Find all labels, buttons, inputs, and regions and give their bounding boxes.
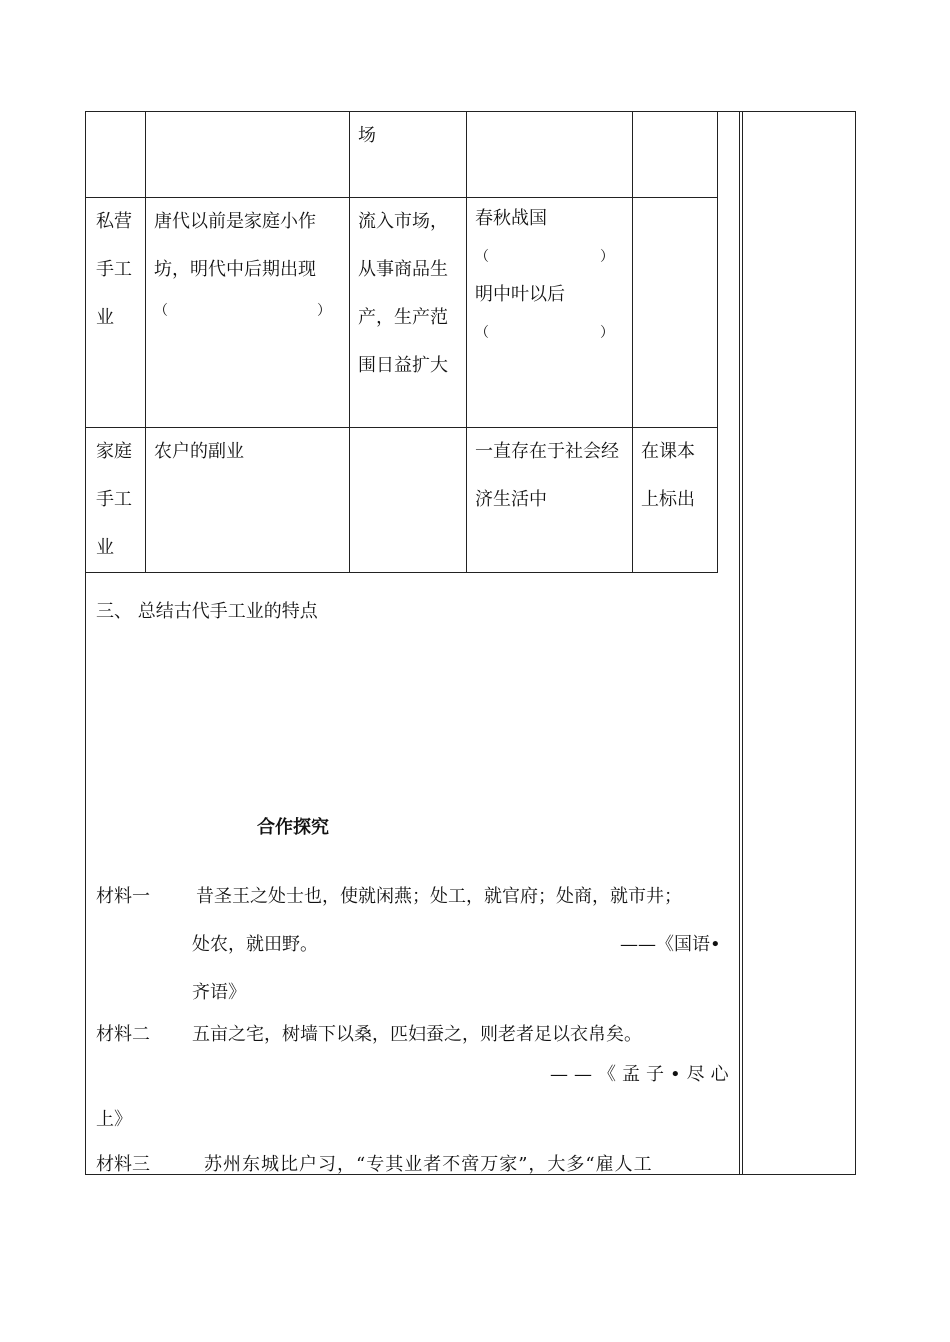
- table-cell: [146, 198, 350, 428]
- cell-text: 唐代以前是家庭小作坊，明代中后期出现: [154, 211, 316, 280]
- material-source: 齐语》: [192, 982, 246, 1003]
- table-cell: [467, 198, 633, 428]
- cell-text: 在课本上标出: [641, 441, 695, 510]
- paren-open: （: [475, 325, 489, 341]
- paren-open: （: [475, 249, 489, 265]
- table-cell: [467, 112, 633, 198]
- paren-close: ）: [600, 325, 614, 341]
- material-source: ——《国语•: [620, 934, 721, 955]
- material-source: 上》: [96, 1109, 132, 1130]
- material-text: 昔圣王之处士也，使就闲燕；处工，就官府；处商，就市井；: [196, 886, 682, 907]
- cell-text: 家庭手工业: [96, 441, 132, 558]
- fill-in-blank[interactable]: [475, 240, 624, 274]
- table-cell: [633, 428, 718, 573]
- table-cell: [350, 198, 467, 428]
- material-label: 材料一: [96, 886, 150, 907]
- row-header-household: [86, 428, 146, 573]
- material-text: 五亩之宅，树墙下以桑，匹妇蚕之，则老者足以衣帛矣。: [192, 1024, 642, 1045]
- paren-close: ）: [600, 249, 614, 265]
- table-cell: [350, 112, 467, 198]
- paren-open: （: [154, 303, 168, 319]
- table-cell: [146, 428, 350, 573]
- table-cell: [467, 428, 633, 573]
- row-header-private: [86, 198, 146, 428]
- column-divider: [742, 111, 743, 1175]
- cell-text: 私营手工业: [96, 211, 132, 328]
- table-row: [86, 112, 718, 198]
- column-divider: [739, 111, 740, 1175]
- cell-text: 一直存在于社会经济生活中: [475, 441, 619, 510]
- material-text: 处农，就田野。: [192, 934, 318, 955]
- fill-in-blank[interactable]: [475, 316, 624, 350]
- table-cell: [633, 198, 718, 428]
- table-cell: [86, 112, 146, 198]
- material-label: 材料二: [96, 1024, 150, 1045]
- fill-in-blank[interactable]: [154, 294, 341, 328]
- cell-text: 农户的副业: [154, 441, 244, 462]
- section-heading: 三、 总结古代手工业的特点: [96, 601, 318, 622]
- cell-text: 春秋战国: [475, 208, 547, 229]
- material-text: 苏州东城比户习，“专其业者不啻万家”，大多“雇人工: [204, 1154, 653, 1175]
- cell-text: 流入市场，从事商品生产，生产范围日益扩大: [358, 211, 448, 376]
- table-row: [86, 428, 718, 573]
- cell-text: 明中叶以后: [475, 284, 565, 305]
- paren-close: ）: [317, 303, 331, 319]
- cell-text: 场: [358, 125, 376, 146]
- cooperation-title: 合作探究: [257, 817, 329, 838]
- table-cell: [633, 112, 718, 198]
- table-cell: [146, 112, 350, 198]
- table-cell: [350, 428, 467, 573]
- material-label: 材料三: [96, 1154, 150, 1175]
- material-source: ——《孟子•尽心: [550, 1064, 735, 1085]
- table-row: [86, 198, 718, 428]
- handicraft-table: [85, 111, 718, 573]
